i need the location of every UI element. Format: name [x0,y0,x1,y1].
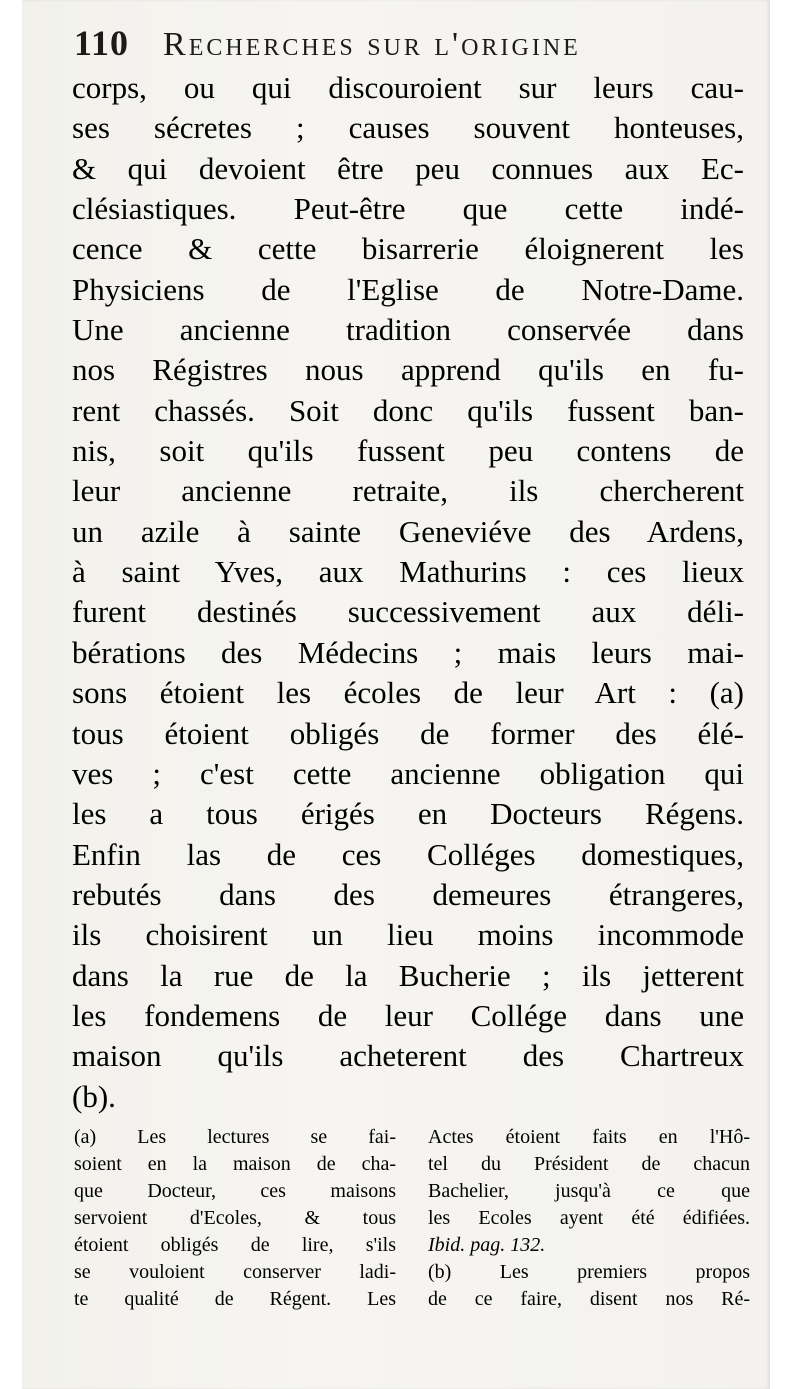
text-line: nos Régistres nous apprend qu'ils en fu- [72,352,744,388]
footnote-line: étoient obligés de lire, s'ils [74,1234,396,1256]
footnote-column-left [74,1124,396,1313]
footnote-line: (b) Les premiers propos [428,1261,750,1283]
footnote-line: se vouloient conserver ladi- [74,1261,396,1283]
text-line: rent chassés. Soit donc qu'ils fussent ban- [72,392,744,428]
text-line: cence & cette bisarrerie éloignerent les [72,231,744,267]
text-line: clésiastiques. Peut-être que cette indé- [72,191,744,227]
running-title: Recherches sur l'origine [163,26,581,63]
text-line: furent destinés successivement aux déli- [72,594,744,630]
footnote-line: Actes étoient faits en l'Hô- [428,1126,750,1148]
footnote-line: les Ecoles ayent été édifiées. [428,1207,750,1229]
page-header [74,22,581,72]
footnote-line: tel du Président de chacun [428,1153,750,1175]
text-line: les a tous érigés en Docteurs Régens. [72,796,744,832]
text-line: corps, ou qui discouroient sur leurs cau- [72,70,744,105]
text-line: Physiciens de l'Eglise de Notre-Dame. [72,271,744,307]
text-line: sons étoient les écoles de leur Art : (a) [72,675,744,711]
text-line: dans la rue de la Bucherie ; ils jetterent [72,957,744,993]
text-line: leur ancienne retraite, ils chercherent [72,473,744,509]
text-line: (b). [72,1078,116,1114]
footnote-line: Ibid. pag. 132. [428,1234,546,1256]
footnote-line: te qualité de Régent. Les [74,1288,396,1310]
main-text [72,68,744,1117]
text-line: les fondemens de leur Collége dans une [72,997,744,1033]
text-line: Enfin las de ces Colléges domestiques, [72,836,744,872]
text-line: un azile à sainte Geneviéve des Ardens, [72,513,744,549]
page-number: 110 [74,23,130,63]
text-line: Une ancienne tradition conservée dans [72,312,744,348]
text-line: à saint Yves, aux Mathurins : ces lieux [72,554,744,590]
footnote-column-right [428,1124,750,1313]
text-line: rebutés dans des demeures étrangeres, [72,876,744,912]
text-line: ves ; c'est cette ancienne obligation qui [72,755,744,791]
footnote-line: servoient d'Ecoles, & tous [74,1207,396,1229]
text-line: tous étoient obligés de former des élé- [72,715,744,751]
text-line: bérations des Médecins ; mais leurs mai- [72,634,744,670]
text-line: ses sécretes ; causes souvent honteuses, [72,110,744,146]
footnote-line: soient en la maison de cha- [74,1153,396,1175]
footnotes [74,1124,750,1313]
footnote-line: de ce faire, disent nos Ré- [428,1288,750,1310]
footnote-line: Bachelier, jusqu'à ce que [428,1180,750,1202]
text-line: ils choisirent un lieu moins incommode [72,917,744,953]
footnote-line: (a) Les lectures se fai- [74,1126,396,1148]
text-line: nis, soit qu'ils fussent peu contens de [72,433,744,469]
text-line: maison qu'ils acheterent des Chartreux [72,1038,744,1074]
text-line: & qui devoient être peu connues aux Ec- [72,150,744,186]
footnote-line: que Docteur, ces maisons [74,1180,396,1202]
